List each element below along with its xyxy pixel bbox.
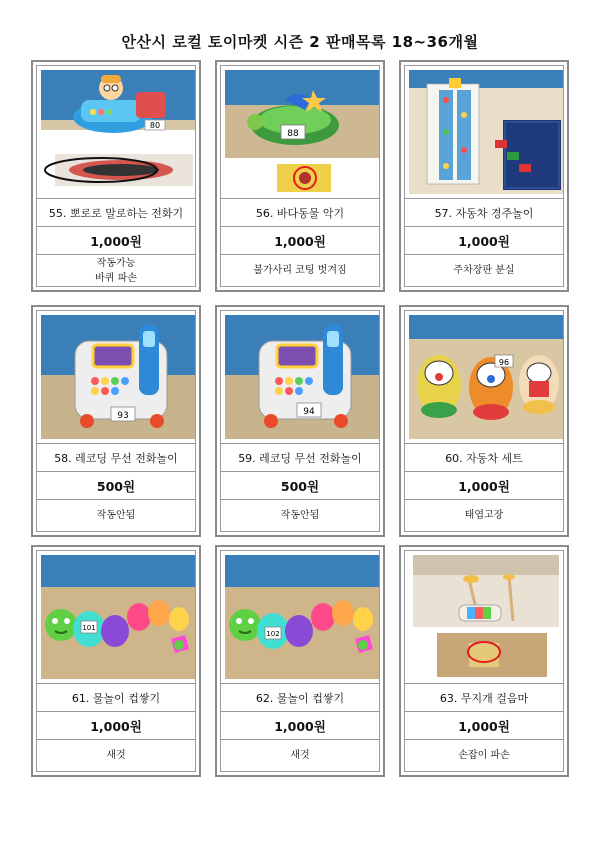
product-price: 1,000원 xyxy=(37,711,195,740)
product-card-57 xyxy=(399,60,569,292)
product-name: 57. 자동차 경주놀이 xyxy=(405,198,563,227)
product-name: 61. 물놀이 컵쌓기 xyxy=(37,683,195,712)
product-price: 1,000원 xyxy=(221,711,379,740)
product-photo-recording-phone-2 xyxy=(225,315,379,439)
product-price: 1,000원 xyxy=(405,711,563,740)
product-card-63 xyxy=(399,545,569,777)
photo-tag-label: 80 xyxy=(149,121,161,130)
product-photo-recording-phone xyxy=(41,315,195,439)
product-name: 60. 자동차 세트 xyxy=(405,443,563,472)
product-card-60 xyxy=(399,305,569,537)
product-price: 1,000원 xyxy=(37,226,195,255)
product-price: 1,000원 xyxy=(221,226,379,255)
product-note xyxy=(37,499,195,531)
product-photo-car-race-track xyxy=(409,70,563,194)
product-note-line1: 손잡이 파손 xyxy=(458,750,510,761)
product-note-line1: 새것 xyxy=(290,750,310,761)
product-photo-water-cup-stack-2 xyxy=(225,555,379,679)
product-note-line1: 작동안됨 xyxy=(96,510,136,521)
product-card-59 xyxy=(215,305,385,537)
photo-tag-label: 102 xyxy=(266,630,280,638)
product-note-line1: 주차장판 분실 xyxy=(453,265,515,276)
product-note xyxy=(221,499,379,531)
product-name: 56. 바다동물 악기 xyxy=(221,198,379,227)
product-photo-pororo-phone xyxy=(41,70,195,194)
page-title: 안산시 로컬 토이마켓 시즌 2 판매목록 18~36개월 xyxy=(121,33,479,51)
photo-tag-label: 94 xyxy=(303,407,315,417)
product-price: 500원 xyxy=(221,471,379,500)
product-note-line2: 바퀴 파손 xyxy=(95,272,137,284)
product-photo-car-set xyxy=(409,315,563,439)
photo-tag-label: 96 xyxy=(498,358,510,367)
product-note xyxy=(405,254,563,286)
product-card-56 xyxy=(215,60,385,292)
product-name: 63. 무지개 걸음마 xyxy=(405,683,563,712)
product-price: 1,000원 xyxy=(405,471,563,500)
photo-tag-label: 88 xyxy=(287,129,299,139)
product-photo-rainbow-walker xyxy=(409,555,563,679)
product-name: 59. 레코딩 무선 전화놀이 xyxy=(221,443,379,472)
product-note xyxy=(221,739,379,771)
product-note-line1: 작동가능 xyxy=(96,257,136,269)
product-photo-sea-animal-instrument xyxy=(225,70,379,194)
product-photo-water-cup-stack xyxy=(41,555,195,679)
product-note-line1: 태엽고장 xyxy=(464,510,504,521)
product-note-line1: 불가사리 코팅 벗겨짐 xyxy=(253,265,347,276)
photo-tag-label: 93 xyxy=(117,411,129,421)
product-note xyxy=(405,499,563,531)
product-card-58 xyxy=(31,305,201,537)
product-price: 1,000원 xyxy=(405,226,563,255)
product-note-line1: 작동안됨 xyxy=(280,510,320,521)
photo-tag-label: 101 xyxy=(82,624,96,632)
product-card-61 xyxy=(31,545,201,777)
product-note-line1: 새것 xyxy=(106,750,126,761)
product-note xyxy=(37,254,195,286)
product-note xyxy=(405,739,563,771)
product-note xyxy=(221,254,379,286)
product-card-55 xyxy=(31,60,201,292)
product-name: 55. 뽀로로 말로하는 전화기 xyxy=(37,198,195,227)
product-card-62 xyxy=(215,545,385,777)
product-price: 500원 xyxy=(37,471,195,500)
product-name: 62. 물놀이 컵쌓기 xyxy=(221,683,379,712)
product-note xyxy=(37,739,195,771)
product-name: 58. 레코딩 무선 전화놀이 xyxy=(37,443,195,472)
